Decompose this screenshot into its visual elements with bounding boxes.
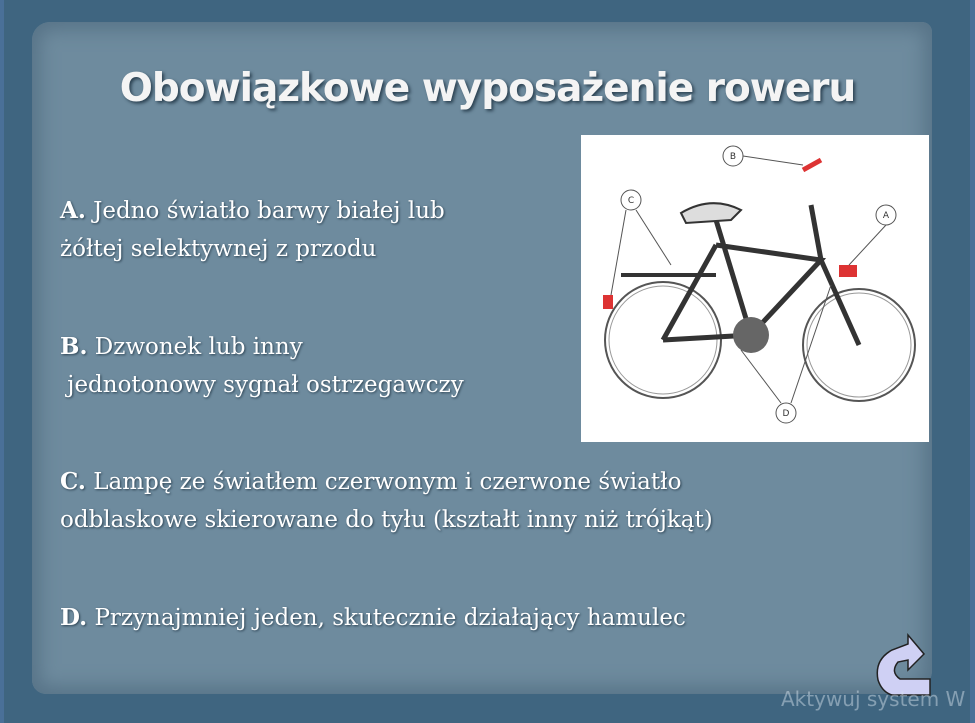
label-c: C: [627, 196, 635, 206]
label-d: D: [782, 409, 790, 419]
label-b: B: [729, 152, 737, 162]
item-d: D. Przynajmniej jeden, skutecznie działający hamulec: [60, 604, 686, 631]
item-b: B. Dzwonek lub inny jednotonowy sygnał ostrzegawczy: [60, 333, 464, 398]
slide-title: Obowiązkowe wyposażenie roweru: [119, 66, 856, 111]
bicycle-image: [581, 135, 929, 442]
activation-watermark: Aktywuj system W: [781, 687, 966, 711]
label-a: A: [882, 211, 890, 221]
item-c: C. Lampę ze światłem czerwonym i czerwone światło odblaskowe skierowane do tyłu (kształt inny niż trójkąt): [60, 468, 713, 533]
item-a: A. Jedno światło barwy białej lub żółtej selektywnej z przodu: [60, 197, 445, 262]
